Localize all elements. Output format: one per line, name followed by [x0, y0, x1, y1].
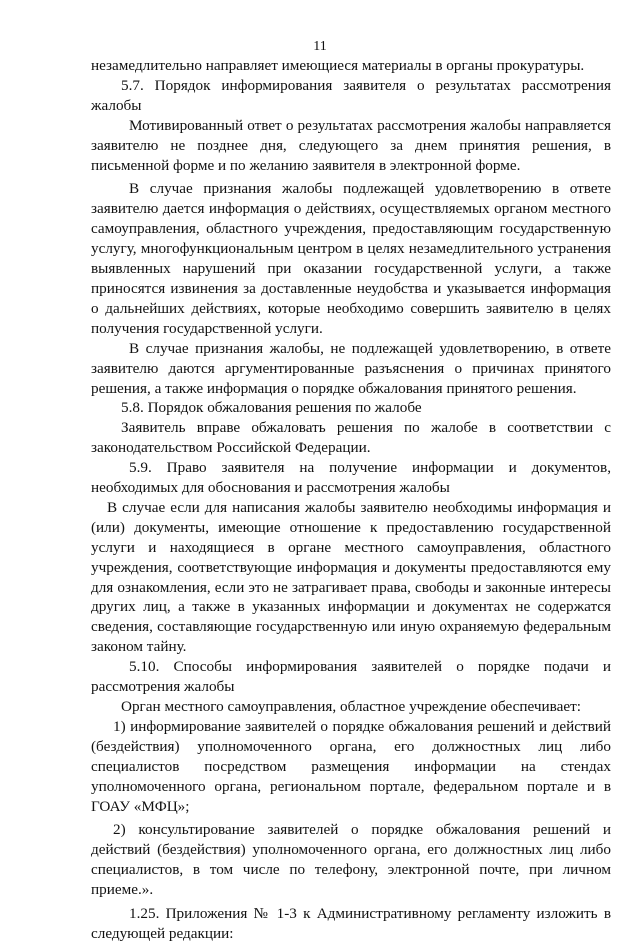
section-heading-5-8: 5.8. Порядок обжалования решения по жалобе — [121, 399, 422, 417]
paragraph-documents-access: В случае если для написания жалобы заявителю необходимы информация и (или) документы, имеющие отношение к предоставлению государственной услуги и находящиеся в органе местного самоуправления, областного учреждения, соответствующие информация и документы предоставляются ему для ознакомления, если это не затрагивает права, свободы и законные интересы других лиц, а также в указанных информации и документах не содержатся сведения, составляющие государственную или иную охраняемую федеральным законом тайну. — [91, 498, 611, 656]
section-heading-5-7: 5.7. Порядок информирования заявителя о результатах рассмотрения жалобы — [91, 76, 611, 114]
section-heading-5-10: 5.10. Способы информирования заявителей о порядке подачи и рассмотрения жалобы — [91, 658, 611, 696]
paragraph-response-deadline: Мотивированный ответ о результатах рассмотрения жалобы направляется заявителю не позднее дня, следующего за днем принятия решения, в письменной форме и по желанию заявителя в электронной форме. — [91, 116, 611, 174]
paragraph-prosecutor-referral: незамедлительно направляет имеющиеся материалы в органы прокуратуры. — [91, 57, 585, 74]
list-item-consulting: 2) консультирование заявителей о порядке обжалования решений и действий (бездействия) уполномоченного органа, его должностных лиц либо специалистов, в том числе по телефону, электронной почте, при личном приеме.». — [91, 821, 611, 899]
paragraph-complaint-satisfied: В случае признания жалобы подлежащей удовлетворению в ответе заявителю дается информация о действиях, осуществляемых органом местного самоуправления, областного учреждения, предоставляющим государственную услугу, многофункциональным центром в целях незамедлительного устранения выявленных нарушений при оказании государственной услуги, а также приносятся извинения за доставленные неудобства и указывается информация о дальнейших действиях, которые необходимо совершить заявителю в целях получения государственной услуги. — [91, 180, 611, 337]
paragraph-appendices: 1.25. Приложения № 1-3 к Административному регламенту изложить в следующей редакции: — [91, 905, 611, 942]
list-item-informing: 1) информирование заявителей о порядке обжалования решений и действий (бездействия) уполномоченного органа, его должностных лиц либо специалистов посредством размещения информации на стендах уполномоченного органа, региональном портале, федеральном портале и в ГОАУ «МФЦ»; — [91, 717, 611, 815]
paragraph-appeal-right: Заявитель вправе обжаловать решения по жалобе в соответствии с законодательством Российской Федерации. — [91, 419, 611, 457]
section-heading-5-9: 5.9. Право заявителя на получение информации и документов, необходимых для обоснования и рассмотрения жалобы — [91, 459, 611, 497]
paragraph-complaint-rejected: В случае признания жалобы, не подлежащей удовлетворению, в ответе заявителю даются аргументированные разъяснения о причинах принятого решения, а также информация о порядке обжалования принятого решения. — [91, 339, 611, 397]
document-body — [91, 56, 611, 944]
page-number: 11 — [313, 39, 327, 54]
paragraph-body-ensures: Орган местного самоуправления, областное учреждение обеспечивает: — [121, 698, 581, 715]
